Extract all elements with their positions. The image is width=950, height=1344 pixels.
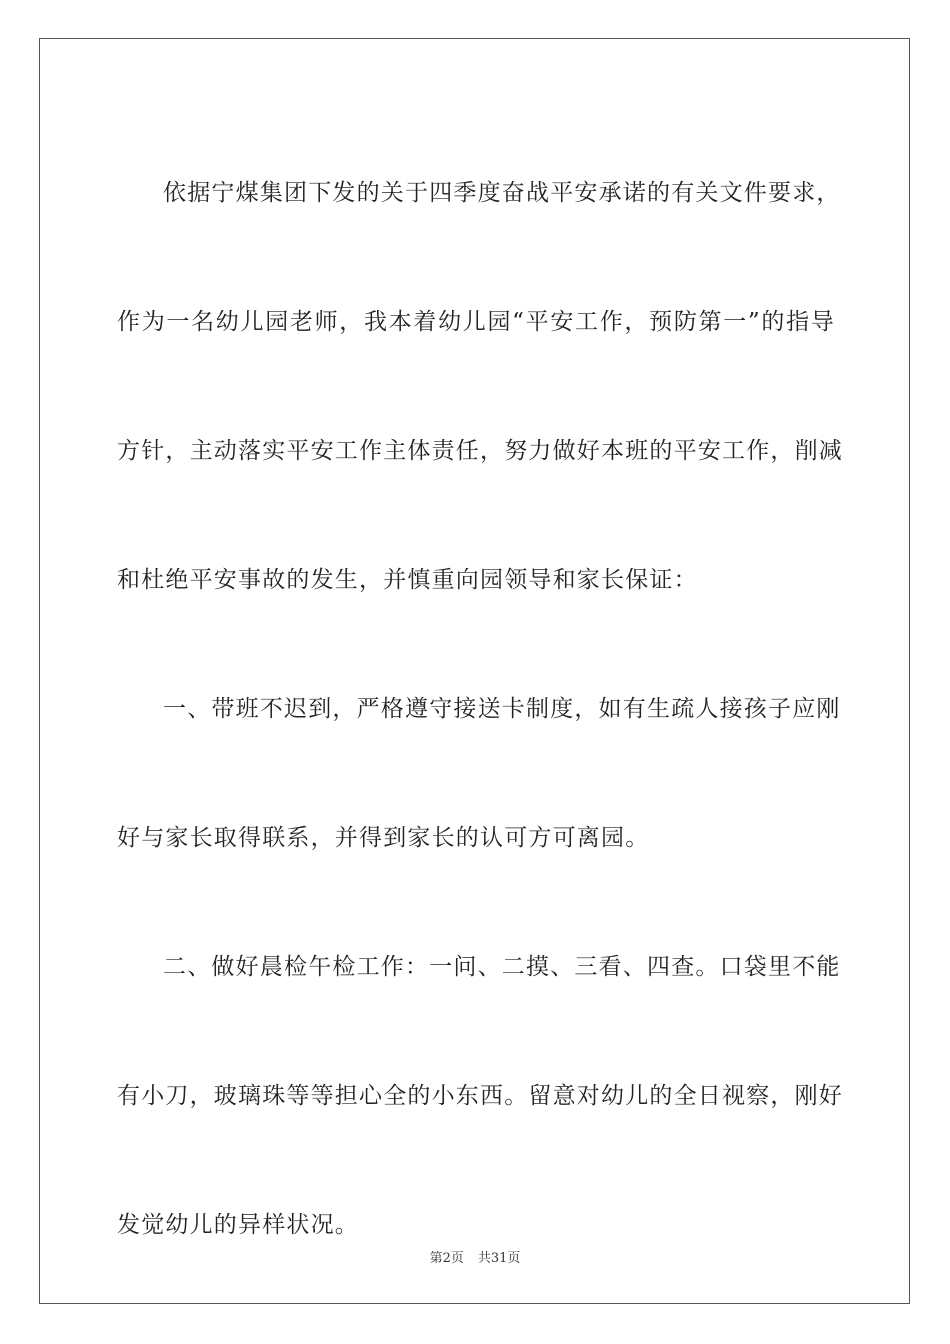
paragraph-line: 依据宁煤集团下发的关于四季度奋战平安承诺的有关文件要求， xyxy=(163,180,841,206)
paragraph-line: 作为一名幼儿园老师，我本着幼儿园“平安工作，预防第一”的指导 xyxy=(117,309,835,335)
page-number: 第2页 xyxy=(429,1251,464,1266)
page-footer xyxy=(0,1247,950,1266)
paragraph-line: 有小刀，玻璃珠等等担心全的小东西。留意对幼儿的全日视察，刚好 xyxy=(117,1083,843,1109)
paragraph-line: 方针，主动落实平安工作主体责任，努力做好本班的平安工作，削减 xyxy=(117,438,843,464)
page-frame xyxy=(39,38,910,1304)
paragraph-line: 发觉幼儿的异样状况。 xyxy=(117,1212,359,1238)
paragraph-line: 二、做好晨检午检工作：一问、二摸、三看、四查。口袋里不能 xyxy=(163,954,841,980)
page-total: 共31页 xyxy=(477,1251,521,1266)
paragraph-line: 和杜绝平安事故的发生，并慎重向园领导和家长保证： xyxy=(117,567,698,593)
paragraph-line: 一、带班不迟到，严格遵守接送卡制度，如有生疏人接孩子应刚 xyxy=(163,696,841,722)
paragraph-line: 好与家长取得联系，并得到家长的认可方可离园。 xyxy=(117,825,650,851)
